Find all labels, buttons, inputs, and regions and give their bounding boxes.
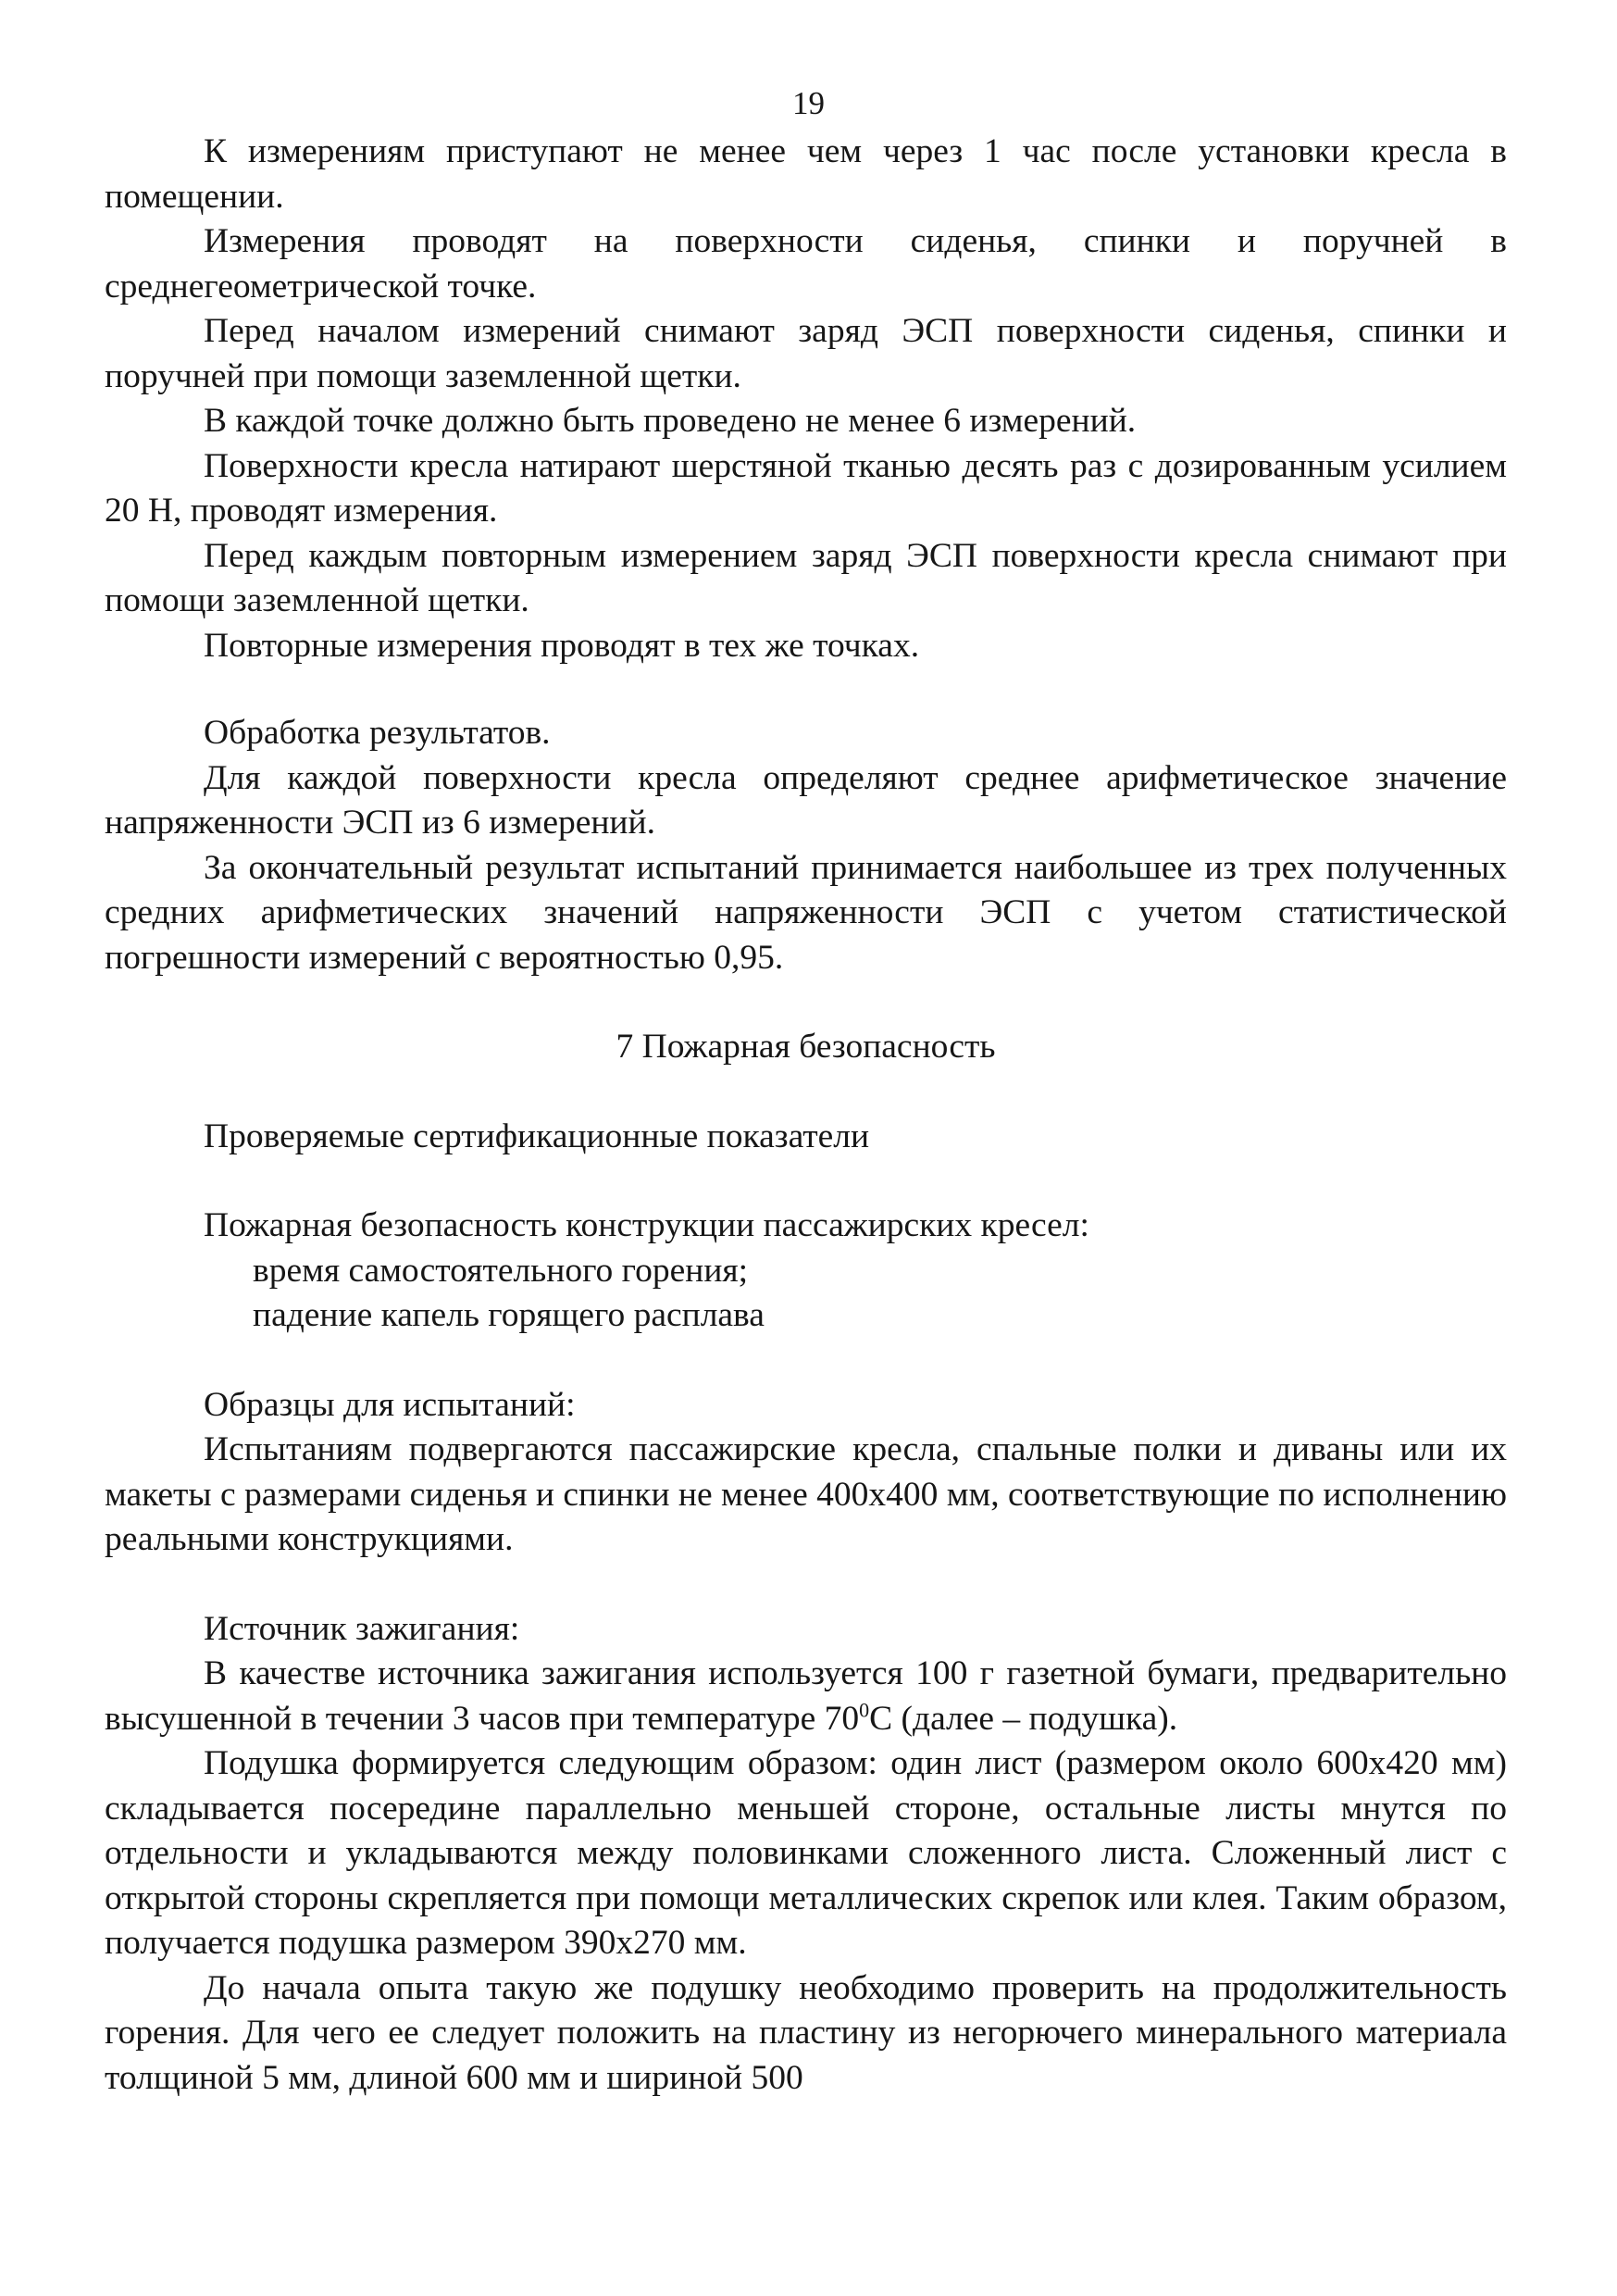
text-run: С (далее – подушка). bbox=[869, 1699, 1178, 1738]
paragraph: Перед началом измерений снимают заряд ЭСП поверхности сиденья, спинки и поручней при помощи заземленной щетки. bbox=[105, 312, 1507, 395]
paragraph: Проверяемые сертификационные показатели bbox=[204, 1117, 870, 1155]
paragraph: Для каждой поверхности кресла определяют среднее арифметическое значение напряженности ЭСП из 6 измерений. bbox=[105, 758, 1507, 842]
paragraph: Перед каждым повторным измерением заряд ЭСП поверхности кресла снимают при помощи заземленной щетки. bbox=[105, 536, 1507, 619]
page-body bbox=[105, 130, 1507, 2101]
paragraph: Подушка формируется следующим образом: один лист (размером около 600х420 мм) складывается посередине параллельно меньшей стороне, остальные листы мнутся по отдельности и укладываются между половинками сложенного листа. Сложенный лист с открытой стороны скрепляется при помощи металлических скрепок или клея. Таким образом, получается подушка размером 390х270 мм. bbox=[105, 1744, 1507, 1962]
paragraph bbox=[105, 1652, 1507, 1741]
paragraph: Измерения проводят на поверхности сиденья, спинки и поручней в среднегеометрической точке. bbox=[105, 222, 1507, 306]
paragraph: За окончательный результат испытаний принимается наибольшее из трех полученных средних арифметических значений напряженности ЭСП с учетом статистической погрешности измерений с вероятностью 0,95. bbox=[105, 848, 1507, 977]
paragraph: Образцы для испытаний: bbox=[204, 1385, 576, 1424]
paragraph: До начала опыта такую же подушку необходимо проверить на продолжительность горения. Для чего ее следует положить на пластину из негорючего минерального материала толщиной 5 мм, длиной 600 мм и шириной 500 bbox=[105, 1968, 1507, 2097]
paragraph: Источник зажигания: bbox=[204, 1609, 520, 1648]
list-item: время самостоятельного горения; bbox=[253, 1251, 749, 1290]
page-number: 19 bbox=[792, 85, 825, 121]
superscript: 0 bbox=[859, 1698, 870, 1721]
paragraph: В каждой точке должно быть проведено не менее 6 измерений. bbox=[204, 402, 1137, 440]
section-heading: 7 Пожарная безопасность bbox=[616, 1028, 996, 1066]
list-item: падение капель горящего расплава bbox=[253, 1296, 765, 1334]
paragraph: Повторные измерения проводят в тех же точках. bbox=[204, 626, 920, 665]
results-processing-title: Обработка результатов. bbox=[204, 714, 551, 752]
paragraph: Испытаниям подвергаются пассажирские кресла, спальные полки и диваны или их макеты с размерами сиденья и спинки не менее 400х400 мм, соответствующие по исполнению реальными конструкциями. bbox=[105, 1430, 1507, 1558]
paragraph: Пожарная безопасность конструкции пассажирских кресел: bbox=[204, 1206, 1089, 1244]
paragraph: Поверхности кресла натирают шерстяной тканью десять раз с дозированным усилием 20 Н, проводят измерения. bbox=[105, 446, 1507, 530]
paragraph: К измерениям приступают не менее чем через 1 час после установки кресла в помещении. bbox=[105, 132, 1507, 216]
text-run: В качестве источника зажигания используется 100 г газетной бумаги, предварительно высушенной в течении 3 часов при температуре 70 bbox=[105, 1654, 1507, 1738]
